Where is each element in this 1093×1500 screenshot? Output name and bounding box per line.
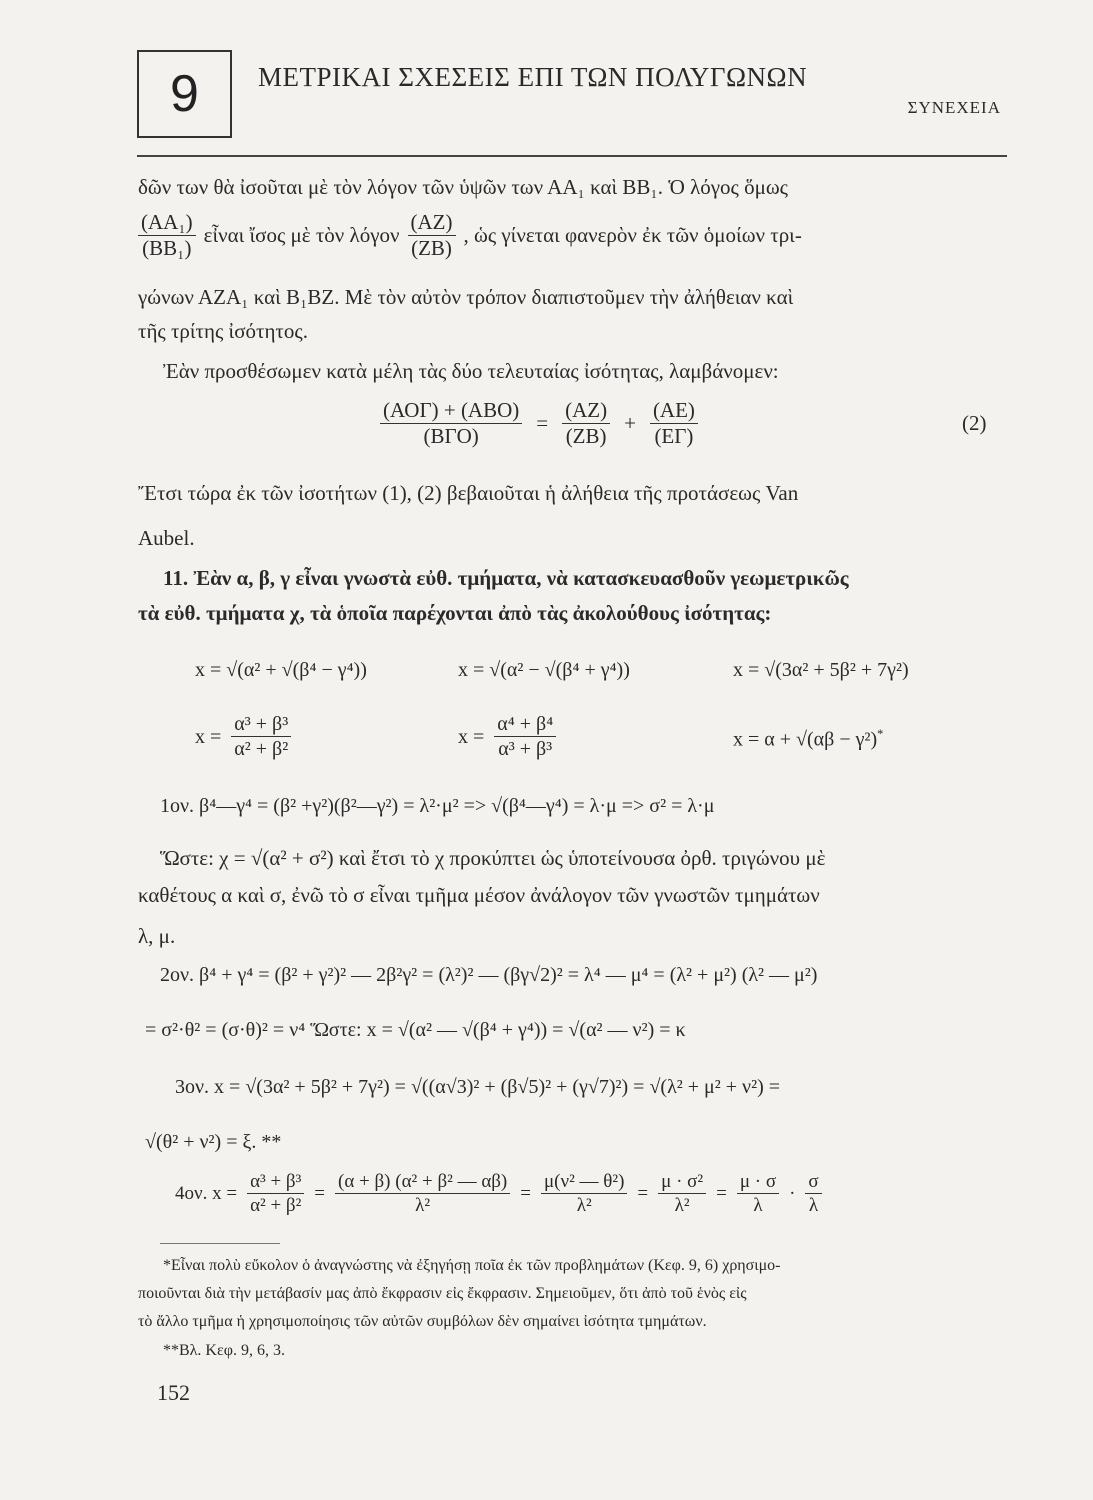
chapter-subtitle: ΣΥΝΕΧΕΙΑ bbox=[907, 98, 1001, 117]
header-rule bbox=[137, 155, 1007, 157]
fraction-denominator: α² + β² bbox=[250, 1195, 302, 1216]
chapter-number-box bbox=[137, 50, 232, 138]
formula-6-text: x = α + √(αβ − γ²) bbox=[733, 728, 878, 751]
eq2-fraction-az-zb bbox=[562, 400, 610, 447]
sol4-fraction-6 bbox=[805, 1172, 821, 1215]
problem-heading-line-1: 11. Ἐὰν α, β, γ εἶναι γνωστὰ εὐθ. τμήματα, νὰ κατασκευασθοῦν γεωμετρικῶς bbox=[163, 566, 849, 590]
fraction-numerator: α³ + β³ bbox=[247, 1172, 304, 1194]
text-line-2 bbox=[138, 212, 802, 259]
problem-heading-line-2: τὰ εὐθ. τμήματα χ, τὰ ὁποῖα παρέχονται ἀπὸ τὰς ἀκολούθους ἰσότητας: bbox=[138, 601, 772, 625]
fraction-numerator: (α + β) (α² + β² — αβ) bbox=[335, 1172, 510, 1194]
formula-4-fraction bbox=[231, 714, 291, 759]
footnote-1-line-2: ποιοῦνται διὰ τὴν μετάβασίν μας ἀπὸ ἔκφρασιν εἰς ἔκφρασιν. Σημειοῦμεν, ὅτι ἀπὸ τοῦ ἑνὸς εἰς bbox=[138, 1285, 747, 1302]
text-segment: εἶναι ἴσος μὲ τὸν λόγον bbox=[203, 223, 400, 247]
equals-sign: = bbox=[536, 411, 549, 435]
fraction-numerator: (ΑΕ) bbox=[650, 400, 698, 424]
footnote-rule bbox=[160, 1243, 280, 1244]
equation-label: (2) bbox=[962, 411, 987, 435]
fraction-denominator: α² + β² bbox=[234, 738, 289, 760]
equation-2 bbox=[380, 400, 698, 447]
solution-3-line-2: √(θ² + ν²) = ξ. ** bbox=[145, 1131, 282, 1153]
plus-sign: + bbox=[624, 411, 636, 435]
fraction-denominator: (ΖΒ) bbox=[411, 236, 452, 260]
fraction-denominator: λ bbox=[808, 1195, 819, 1216]
footnote-marker: * bbox=[877, 727, 884, 741]
formula-1: x = √(α² + √(β⁴ − γ⁴)) bbox=[195, 659, 367, 681]
fraction-numerator: α³ + β³ bbox=[231, 714, 291, 737]
fraction-aa1-bb1 bbox=[138, 212, 196, 259]
formula-6 bbox=[733, 728, 883, 750]
fraction-numerator: μ · σ² bbox=[658, 1172, 706, 1194]
solution-1-line-2: Ὥστε: χ = √(α² + σ²) καὶ ἔτσι τὸ χ προκύπτει ὡς ὑποτείνουσα ὀρθ. τριγώνου μὲ bbox=[160, 846, 826, 870]
fraction-numerator: (ΑΟΓ) + (ΑΒΟ) bbox=[380, 400, 522, 424]
formula-4 bbox=[195, 714, 291, 759]
text-line-7: Aubel. bbox=[138, 526, 195, 550]
formula-3: x = √(3α² + 5β² + 7γ²) bbox=[733, 659, 909, 681]
fraction-numerator: (ΑΖ) bbox=[562, 400, 610, 424]
solution-1-line-4: λ, μ. bbox=[138, 924, 176, 948]
equals-sign: = bbox=[520, 1183, 531, 1204]
solution-4-label: 4ον. x = bbox=[175, 1183, 238, 1204]
solution-2-line-2: = σ²·θ² = (σ·θ)² = ν⁴ Ὥστε: x = √(α² — √(β⁴ + γ⁴)) = √(α² — ν²) = κ bbox=[145, 1019, 686, 1041]
formula-lhs: x = bbox=[195, 725, 222, 748]
text-line-1: δῶν των θὰ ἰσοῦται μὲ τὸν λόγον τῶν ὑψῶν των ΑΑ₁ καὶ ΒΒ₁. Ὁ λόγος ὅμως bbox=[138, 175, 788, 199]
sol4-fraction-2 bbox=[335, 1172, 510, 1215]
formula-5 bbox=[458, 714, 556, 759]
footnote-1-line-3: τὸ ἄλλο τμῆμα ἡ χρησιμοποίησις τῶν αὐτῶν συμβόλων δὲν σημαίνει ἰσότητα τμημάτων. bbox=[138, 1313, 707, 1330]
formula-lhs: x = bbox=[458, 725, 485, 748]
equals-sign: = bbox=[314, 1183, 326, 1204]
text-segment: , ὡς γίνεται φανερὸν ἐκ τῶν ὁμοίων τρι- bbox=[463, 223, 802, 247]
fraction-numerator: μ(ν² — θ²) bbox=[541, 1172, 627, 1194]
fraction-denominator: (ΒΓΟ) bbox=[423, 424, 479, 448]
fraction-numerator: μ · σ bbox=[737, 1172, 779, 1194]
text-line-5: Ἐὰν προσθέσωμεν κατὰ μέλη τὰς δύο τελευταίας ἰσότητας, λαμβάνομεν: bbox=[163, 359, 779, 383]
chapter-number: 9 bbox=[170, 65, 199, 123]
sol4-fraction-4 bbox=[658, 1172, 706, 1215]
fraction-numerator: σ bbox=[805, 1172, 821, 1194]
fraction-numerator: (ΑΖ) bbox=[408, 212, 456, 236]
sol4-fraction-3 bbox=[541, 1172, 627, 1215]
text-line-6: Ἔτσι τώρα ἐκ τῶν ἰσοτήτων (1), (2) βεβαιοῦται ἡ ἀλήθεια τῆς προτάσεως Van bbox=[138, 481, 799, 505]
fraction-denominator: λ² bbox=[576, 1195, 592, 1216]
fraction-numerator: α⁴ + β⁴ bbox=[494, 714, 556, 737]
fraction-denominator: λ² bbox=[415, 1195, 431, 1216]
formula-2: x = √(α² − √(β⁴ + γ⁴)) bbox=[458, 659, 630, 681]
formula-5-fraction bbox=[494, 714, 556, 759]
fraction-denominator: (ΕΓ) bbox=[654, 424, 694, 448]
footnote-1-line-1: *Εἶναι πολὺ εὔκολον ὁ ἀναγνώστης νὰ ἐξηγήσῃ ποῖα ἐκ τῶν προβλημάτων (Κεφ. 9, 6) χρησιμο- bbox=[163, 1257, 781, 1274]
fraction-denominator: λ² bbox=[674, 1195, 690, 1216]
sol4-fraction-1 bbox=[247, 1172, 304, 1215]
eq2-fraction-ae-eg bbox=[650, 400, 698, 447]
equals-sign: = bbox=[637, 1183, 649, 1204]
fraction-numerator: (ΑΑ₁) bbox=[138, 212, 196, 236]
eq2-lhs-fraction bbox=[380, 400, 522, 447]
solution-4 bbox=[175, 1172, 822, 1215]
chapter-title: ΜΕΤΡΙΚΑΙ ΣΧΕΣΕΙΣ ΕΠΙ ΤΩΝ ΠΟΛΥΓΩΝΩΝ bbox=[258, 62, 808, 92]
solution-2: 2ον. β⁴ + γ⁴ = (β² + γ²)² — 2β²γ² = (λ²)² — (βγ√2)² = λ⁴ — μ⁴ = (λ² + μ²) (λ² — μ²) bbox=[160, 964, 818, 986]
solution-1: 1ον. β⁴—γ⁴ = (β² +γ²)(β²—γ²) = λ²·μ² => √(β⁴—γ⁴) = λ·μ => σ² = λ·μ bbox=[160, 795, 715, 817]
text-line-3: γώνων ΑΖΑ₁ καὶ Β₁ΒΖ. Μὲ τὸν αὐτὸν τρόπον διαπιστοῦμεν τὴν ἀλήθειαν καὶ bbox=[138, 285, 794, 309]
footnote-2: **Βλ. Κεφ. 9, 6, 3. bbox=[163, 1342, 285, 1359]
text-line-4: τῆς τρίτης ἰσότητος. bbox=[138, 319, 308, 343]
fraction-denominator: λ bbox=[753, 1195, 763, 1216]
solution-1-line-3: καθέτους α καὶ σ, ἐνῶ τὸ σ εἶναι τμῆμα μέσον ἀνάλογον τῶν γνωστῶν τμημάτων bbox=[138, 883, 820, 907]
fraction-denominator: (ΖΒ) bbox=[565, 424, 607, 448]
solution-3: 3ον. x = √(3α² + 5β² + 7γ²) = √((α√3)² + (β√5)² + (γ√7)²) = √(λ² + μ² + ν²) = bbox=[175, 1076, 781, 1098]
fraction-denominator: (ΒΒ₁) bbox=[142, 236, 192, 260]
equals-sign: = bbox=[716, 1183, 727, 1204]
fraction-denominator: α³ + β³ bbox=[498, 738, 553, 760]
fraction-az-zb bbox=[408, 212, 456, 259]
page-number: 152 bbox=[157, 1380, 190, 1405]
sol4-fraction-5 bbox=[737, 1172, 779, 1215]
multiply-dot: · bbox=[789, 1183, 796, 1204]
